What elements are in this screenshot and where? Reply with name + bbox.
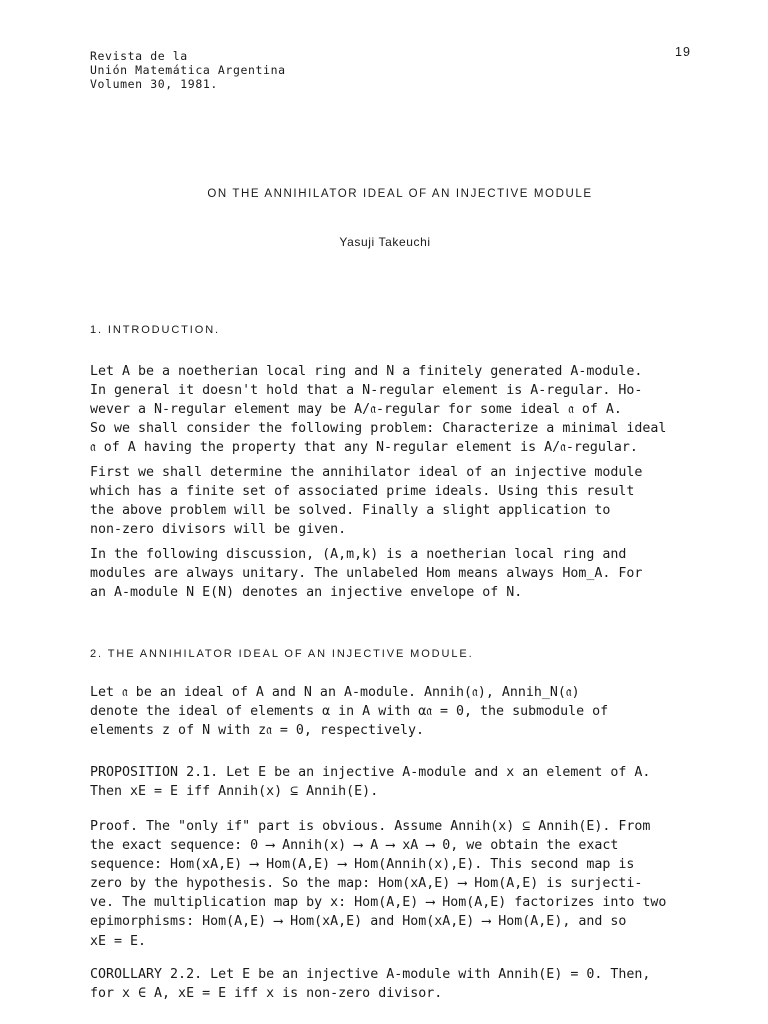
text-line: Proof. The "only if" part is obvious. Assume Annih(x) ⊆ Annih(E). From: [90, 819, 651, 834]
text-line: an A-module N E(N) denotes an injective envelope of N.: [90, 585, 523, 601]
journal-header: [90, 49, 286, 91]
paper-author: Yasuji Takeuchi: [339, 235, 431, 249]
proposition-2-1: [90, 763, 700, 801]
text-line: the exact sequence: 0 ⟶ Annih(x) ⟶ A ⟶ xA ⟶ 0, we obtain the exact: [90, 838, 619, 854]
text-line: In the following discussion, (A,m,k) is a noetherian local ring and: [90, 547, 627, 562]
text-line: ve. The multiplication map by x: Hom(A,E) ⟶ Hom(A,E) factorizes into two: [90, 895, 667, 911]
section-heading: 1. INTRODUCTION.: [90, 324, 221, 336]
section-heading: 2. THE ANNIHILATOR IDEAL OF AN INJECTIVE MODULE.: [90, 648, 474, 660]
text-line: the above problem will be solved. Finally a slight application to: [90, 503, 611, 519]
text-line: wever a N-regular element may be A/𝔞-regular for some ideal 𝔞 of A.: [90, 402, 622, 418]
text-line: xE = E.: [90, 933, 147, 949]
paper-title: ON THE ANNIHILATOR IDEAL OF AN INJECTIVE MODULE: [207, 188, 593, 200]
intro-paragraph: [90, 463, 700, 539]
definition-paragraph: [90, 683, 700, 740]
journal-name-line: Unión Matemática Argentina: [90, 63, 286, 77]
text-line: denote the ideal of elements α in A with α𝔞 = 0, the submodule of: [90, 704, 609, 720]
corollary-2-2: [90, 965, 700, 1003]
text-line: First we shall determine the annihilator ideal of an injective module: [90, 465, 643, 480]
text-line: non-zero divisors will be given.: [90, 522, 347, 538]
text-line: In general it doesn't hold that a N-regular element is A-regular. Ho-: [90, 383, 643, 399]
text-line: modules are always unitary. The unlabeled Hom means always Hom_A. For: [90, 566, 643, 582]
text-line: COROLLARY 2.2. Let E be an injective A-module with Annih(E) = 0. Then,: [90, 967, 651, 982]
text-line: elements z of N with z𝔞 = 0, respectively.: [90, 723, 425, 739]
text-line: epimorphisms: Hom(A,E) ⟶ Hom(xA,E) and Hom(xA,E) ⟶ Hom(A,E), and so: [90, 914, 627, 930]
text-line: 𝔞 of A having the property that any N-regular element is A/𝔞-regular.: [90, 440, 638, 456]
journal-volume-line: Volumen 30, 1981.: [90, 77, 218, 91]
text-line: Then xE = E iff Annih(x) ⊆ Annih(E).: [90, 784, 379, 800]
text-line: sequence: Hom(xA,E) ⟶ Hom(A,E) ⟶ Hom(Annih(x),E). This second map is: [90, 857, 635, 873]
text-line: for x ∈ A, xE = E iff x is non-zero divisor.: [90, 986, 443, 1002]
intro-paragraph: [90, 545, 700, 602]
text-line: Let 𝔞 be an ideal of A and N an A-module. Annih(𝔞), Annih_N(𝔞): [90, 685, 580, 700]
page-number: 19: [675, 45, 691, 59]
proof-block: [90, 817, 700, 951]
intro-paragraph: [90, 362, 700, 457]
text-line: which has a finite set of associated prime ideals. Using this result: [90, 484, 635, 500]
journal-name-line: Revista de la: [90, 49, 188, 63]
text-line: zero by the hypothesis. So the map: Hom(xA,E) ⟶ Hom(A,E) is surjecti-: [90, 876, 643, 892]
text-line: So we shall consider the following problem: Characterize a minimal ideal: [90, 421, 667, 437]
text-line: PROPOSITION 2.1. Let E be an injective A-module and x an element of A.: [90, 765, 651, 780]
text-line: Let A be a noetherian local ring and N a finitely generated A-module.: [90, 364, 643, 379]
